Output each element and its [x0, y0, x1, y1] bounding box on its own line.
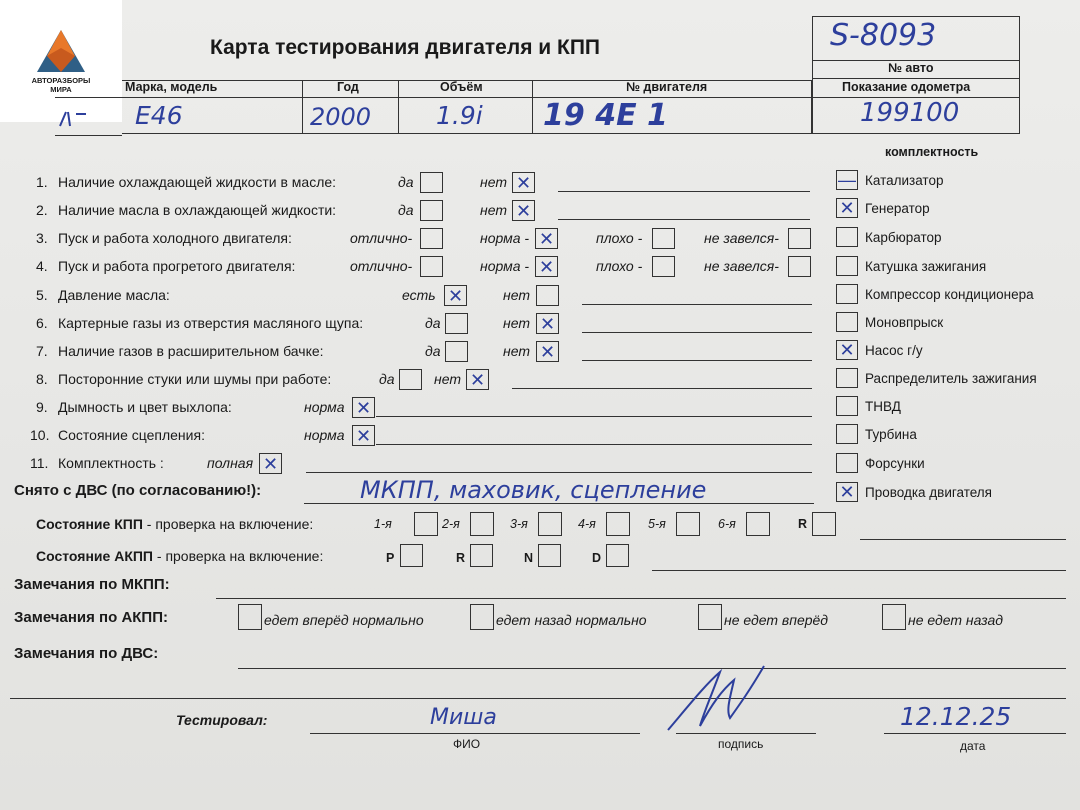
- check-option-label: да: [425, 343, 441, 359]
- answer-line: [558, 191, 810, 192]
- equipment-item-label: Катушка зажигания: [865, 259, 987, 274]
- check-option-box[interactable]: ✕: [512, 172, 535, 193]
- akpp-remark-option: не едет вперёд: [724, 612, 829, 628]
- check-option-label: норма: [304, 427, 345, 443]
- equipment-checkbox[interactable]: [836, 368, 858, 388]
- check-number: 7.: [36, 343, 48, 359]
- akpp-gear-box[interactable]: [400, 544, 423, 567]
- check-option-box[interactable]: ✕: [535, 228, 558, 249]
- engine-number-value: 19 4E 1: [543, 98, 668, 133]
- equipment-item-label: ТНВД: [865, 399, 901, 414]
- equipment-checkbox[interactable]: [836, 453, 858, 473]
- check-option-box[interactable]: [420, 228, 443, 249]
- equipment-item-label: Распределитель зажигания: [865, 371, 1037, 386]
- check-option-label: полная: [207, 455, 254, 471]
- date-caption: дата: [960, 739, 986, 753]
- kpp-gear-box[interactable]: [414, 512, 438, 536]
- kpp-gear-box[interactable]: [470, 512, 494, 536]
- check-option-box[interactable]: [445, 313, 468, 334]
- make-value-obscured: [56, 102, 114, 130]
- equipment-item-label: Генератор: [865, 201, 930, 216]
- check-option-box[interactable]: [652, 228, 675, 249]
- check-option-box[interactable]: ✕: [536, 341, 559, 362]
- check-number: 3.: [36, 230, 48, 246]
- akpp-remark-option: едет назад нормально: [496, 612, 647, 628]
- check-option-label: отлично-: [350, 230, 413, 246]
- check-option-label: да: [398, 202, 414, 218]
- volume-value: 1.9i: [436, 101, 483, 130]
- equipment-checkbox[interactable]: —: [838, 170, 856, 190]
- check-option-box[interactable]: [788, 228, 811, 249]
- check-number: 11.: [30, 455, 49, 471]
- equipment-checkbox[interactable]: ✕: [836, 482, 858, 502]
- signature-icon: [660, 664, 770, 736]
- tested-by-label: Тестировал:: [176, 712, 268, 728]
- year-value: 2000: [310, 103, 372, 131]
- check-number: 8.: [36, 371, 48, 387]
- equipment-item-label: Карбюратор: [865, 230, 942, 245]
- equipment-checkbox[interactable]: [836, 284, 858, 304]
- check-option-label: не завелся-: [704, 258, 779, 274]
- odometer-label: Показание одометра: [842, 80, 971, 94]
- answer-line: [376, 444, 812, 445]
- logo-text-line2: МИРА: [50, 85, 72, 94]
- akpp-gear-label: P: [386, 551, 395, 565]
- equipment-item-label: Проводка двигателя: [865, 485, 992, 500]
- check-number: 5.: [36, 287, 48, 303]
- check-question: Пуск и работа прогретого двигателя:: [58, 258, 296, 274]
- check-option-box[interactable]: ✕: [259, 453, 282, 474]
- equipment-item-label: Форсунки: [865, 456, 925, 471]
- check-option-box[interactable]: ✕: [536, 313, 559, 334]
- check-option-label: плохо -: [596, 258, 643, 274]
- check-option-box[interactable]: ✕: [512, 200, 535, 221]
- kpp-gear-box[interactable]: [746, 512, 770, 536]
- kpp-gear-label: R: [798, 517, 808, 531]
- date-value: 12.12.25: [900, 702, 1012, 731]
- check-question: Картерные газы из отверстия масляного щупа:: [58, 315, 364, 331]
- akpp-remark-checkbox[interactable]: [698, 604, 722, 630]
- car-number-value: S-8093: [830, 18, 937, 53]
- make-value: E46: [135, 101, 183, 130]
- check-number: 2.: [36, 202, 48, 218]
- equipment-checkbox[interactable]: ✕: [836, 340, 858, 360]
- check-option-label: норма -: [480, 230, 530, 246]
- odometer-value: 199100: [860, 98, 960, 128]
- check-question: Посторонние стуки или шумы при работе:: [58, 371, 332, 387]
- check-option-label: плохо -: [596, 230, 643, 246]
- check-option-label: есть: [402, 287, 436, 303]
- name-caption: ФИО: [453, 737, 481, 751]
- kpp-gear-box[interactable]: [812, 512, 836, 536]
- answer-line: [558, 219, 810, 220]
- check-option-box[interactable]: ✕: [352, 397, 375, 418]
- check-option-box[interactable]: ✕: [535, 256, 558, 277]
- kpp-gear-label: 5-я: [648, 517, 666, 531]
- equipment-title: комплектность: [885, 145, 979, 159]
- check-option-box[interactable]: ✕: [352, 425, 375, 446]
- akpp-gear-label: N: [524, 551, 534, 565]
- check-question: Наличие охлаждающей жидкости в масле:: [58, 174, 337, 190]
- removed-value: МКПП, маховик, сцепление: [360, 476, 707, 504]
- check-question: Наличие масла в охлаждающей жидкости:: [58, 202, 337, 218]
- answer-line: [512, 388, 812, 389]
- equipment-item-label: Катализатор: [865, 173, 944, 188]
- check-number: 9.: [36, 399, 48, 415]
- tester-name-value: Миша: [430, 705, 497, 730]
- check-option-label: норма -: [480, 258, 530, 274]
- check-option-label: нет: [480, 174, 507, 190]
- check-option-box[interactable]: [788, 256, 811, 277]
- remarks-dvs-label: Замечания по ДВС:: [14, 645, 159, 662]
- kpp-gear-box[interactable]: [606, 512, 630, 536]
- check-option-box[interactable]: [420, 200, 443, 221]
- logo-text-line1: АВТОРАЗБОРЫ: [31, 76, 91, 85]
- kpp-gear-box[interactable]: [676, 512, 700, 536]
- akpp-gear-label: D: [592, 551, 602, 565]
- kpp-gear-label: 3-я: [510, 517, 528, 531]
- kpp-gear-label: 1-я: [374, 517, 392, 531]
- equipment-item-label: Турбина: [865, 427, 917, 442]
- check-option-label: норма: [304, 399, 345, 415]
- check-option-box[interactable]: [445, 341, 468, 362]
- check-option-label: нет: [503, 287, 530, 303]
- answer-line: [582, 332, 812, 333]
- check-option-box[interactable]: ✕: [466, 369, 489, 390]
- check-question: Наличие газов в расширительном бачке:: [58, 343, 324, 359]
- check-number: 1.: [36, 174, 48, 190]
- akpp-remark-checkbox[interactable]: [470, 604, 494, 630]
- check-number: 6.: [36, 315, 48, 331]
- answer-line: [376, 416, 812, 417]
- removed-label: Снято с ДВС (по согласованию!):: [14, 482, 262, 499]
- answer-line: [582, 304, 812, 305]
- check-option-label: да: [425, 315, 441, 331]
- equipment-checkbox[interactable]: [836, 424, 858, 444]
- equipment-item-label: Компрессор кондиционера: [865, 287, 1034, 302]
- kpp-label: Состояние КПП - проверка на включение:: [36, 516, 314, 532]
- kpp-gear-label: 4-я: [578, 517, 596, 531]
- check-option-label: нет: [503, 315, 530, 331]
- make-label: Марка, модель: [125, 80, 218, 94]
- equipment-checkbox[interactable]: [836, 227, 858, 247]
- logo-mark-icon: [35, 28, 87, 74]
- answer-line: [306, 472, 812, 473]
- answer-line: [582, 360, 812, 361]
- akpp-label: Состояние АКПП - проверка на включение:: [36, 548, 324, 564]
- equipment-checkbox[interactable]: ✕: [836, 198, 858, 218]
- check-option-label: нет: [434, 371, 461, 387]
- check-option-box[interactable]: [652, 256, 675, 277]
- check-question: Состояние сцепления:: [58, 427, 205, 443]
- check-option-label: да: [379, 371, 395, 387]
- equipment-item-label: Насос г/у: [865, 343, 923, 358]
- check-option-box[interactable]: [420, 172, 443, 193]
- year-label: Год: [337, 80, 359, 94]
- akpp-gear-box[interactable]: [606, 544, 629, 567]
- equipment-checkbox[interactable]: [836, 312, 858, 332]
- check-option-label: да: [398, 174, 414, 190]
- check-option-box[interactable]: [536, 285, 559, 306]
- kpp-gear-label: 6-я: [718, 517, 736, 531]
- equipment-checkbox[interactable]: [836, 256, 858, 276]
- akpp-remark-option: едет вперёд нормально: [264, 612, 424, 628]
- check-option-label: нет: [480, 202, 507, 218]
- akpp-remark-option: не едет назад: [908, 612, 1003, 628]
- check-number: 10.: [30, 427, 50, 443]
- check-number: 4.: [36, 258, 48, 274]
- signature-caption: подпись: [718, 737, 764, 751]
- akpp-remark-checkbox[interactable]: [238, 604, 262, 630]
- check-question: Комплектность :: [58, 455, 164, 471]
- equipment-item-label: Моновпрыск: [865, 315, 944, 330]
- check-option-box[interactable]: ✕: [444, 285, 467, 306]
- remarks-akpp-label: Замечания по АКПП:: [14, 609, 168, 626]
- kpp-gear-label: 2-я: [442, 517, 460, 531]
- check-option-label: отлично-: [350, 258, 413, 274]
- check-option-label: нет: [503, 343, 530, 359]
- check-question: Пуск и работа холодного двигателя:: [58, 230, 292, 246]
- akpp-gear-label: R: [456, 551, 466, 565]
- car-number-label: № авто: [888, 61, 934, 75]
- equipment-checkbox[interactable]: [836, 396, 858, 416]
- check-option-box[interactable]: [420, 256, 443, 277]
- check-option-box[interactable]: [399, 369, 422, 390]
- remarks-mkpp-label: Замечания по МКПП:: [14, 576, 170, 593]
- kpp-gear-box[interactable]: [538, 512, 562, 536]
- check-option-label: не завелся-: [704, 230, 779, 246]
- check-question: Давление масла:: [58, 287, 170, 303]
- page-title: Карта тестирования двигателя и КПП: [210, 36, 601, 59]
- akpp-remark-checkbox[interactable]: [882, 604, 906, 630]
- check-question: Дымность и цвет выхлопа:: [58, 399, 232, 415]
- volume-label: Объём: [440, 80, 483, 94]
- akpp-gear-box[interactable]: [470, 544, 493, 567]
- akpp-gear-box[interactable]: [538, 544, 561, 567]
- engine-number-label: № двигателя: [626, 80, 708, 94]
